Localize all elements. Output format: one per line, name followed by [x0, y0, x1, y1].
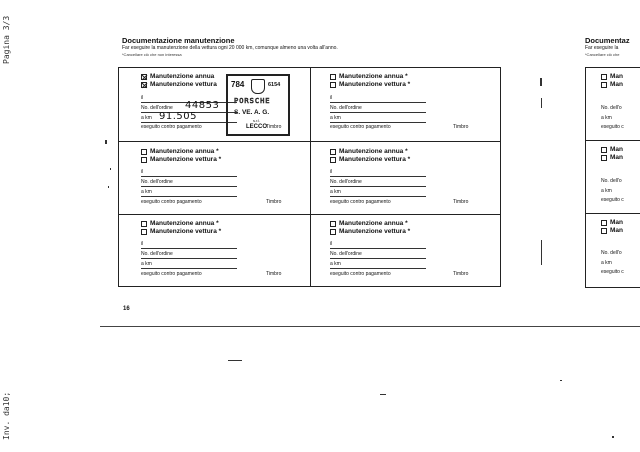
- scan-speck: [560, 380, 562, 381]
- paid-label: eseguito contro pagamento: [330, 199, 391, 205]
- vehicle-checkbox[interactable]: [330, 157, 336, 163]
- paid-label: eseguito contro pagamento: [141, 271, 202, 277]
- scan-speck: [110, 168, 111, 170]
- right-order-label: No. dell'o: [601, 105, 622, 111]
- paid-label: eseguito contro pagamento: [141, 199, 202, 205]
- scan-speck: [108, 186, 109, 188]
- maintenance-cell-4: [310, 141, 500, 214]
- right-paid-label: eseguito c: [601, 124, 624, 130]
- date-label: il: [141, 241, 144, 247]
- km-label: a km: [330, 261, 341, 267]
- stamp-number-left: 784: [231, 80, 245, 89]
- right-vehicle-label: Man: [610, 227, 623, 234]
- vehicle-checkbox-checked[interactable]: [141, 82, 147, 88]
- paid-label: eseguito contro pagamento: [141, 124, 202, 130]
- stamp-number-right: 6154: [268, 82, 281, 88]
- right-order-label: No. dell'o: [601, 178, 622, 184]
- stamp-city: LECCO: [246, 124, 267, 130]
- dealer-stamp: [226, 74, 290, 136]
- right-annual-label: Man: [610, 219, 623, 226]
- annual-label: Manutenzione annua *: [150, 148, 219, 155]
- stamp-label: Timbro: [266, 199, 282, 205]
- paid-label: eseguito contro pagamento: [330, 271, 391, 277]
- vehicle-label: Manutenzione vettura *: [339, 228, 411, 235]
- right-vehicle-checkbox[interactable]: [601, 155, 607, 161]
- right-vehicle-checkbox[interactable]: [601, 228, 607, 234]
- annual-checkbox-checked[interactable]: [141, 74, 147, 80]
- right-page-note: *Cancellare ciò che: [585, 52, 620, 57]
- vehicle-label: Manutenzione vettura *: [150, 156, 222, 163]
- stamp-label: Timbro: [453, 124, 469, 130]
- stamp-label: Timbro: [266, 271, 282, 277]
- stamp-label: Timbro: [453, 271, 469, 277]
- page-number: 16: [123, 306, 130, 312]
- page-title: Documentazione manutenzione: [122, 36, 235, 45]
- paid-label: eseguito contro pagamento: [330, 124, 391, 130]
- annual-label: Manutenzione annua *: [339, 220, 408, 227]
- annual-label: Manutenzione annua: [150, 73, 215, 80]
- scan-speck: [380, 394, 386, 395]
- scan-speck: [540, 78, 542, 86]
- right-partial-page: [585, 35, 640, 288]
- km-label: a km: [330, 189, 341, 195]
- right-vehicle-checkbox[interactable]: [601, 82, 607, 88]
- order-label: No. dell'ordine: [141, 105, 173, 111]
- annual-checkbox[interactable]: [141, 149, 147, 155]
- stamp-label: Timbro: [266, 124, 282, 130]
- order-label: No. dell'ordine: [141, 179, 173, 185]
- vehicle-label: Manutenzione vettura *: [150, 228, 222, 235]
- date-label: il: [330, 169, 333, 175]
- maintenance-form-grid: [118, 67, 501, 287]
- right-annual-checkbox[interactable]: [601, 220, 607, 226]
- stamp-brand: PORSCHE: [234, 97, 271, 105]
- maintenance-cell-2: [310, 68, 500, 141]
- annual-label: Manutenzione annua *: [339, 148, 408, 155]
- scan-speck: [541, 240, 542, 265]
- km-label: a km: [141, 189, 152, 195]
- page-side-label: Pagina 3/3: [2, 15, 11, 64]
- order-label: No. dell'ordine: [141, 251, 173, 257]
- stamp-company: S. VE. A. G.: [234, 109, 270, 116]
- km-label: a km: [330, 115, 341, 121]
- annual-label: Manutenzione annua *: [150, 220, 219, 227]
- order-label: No. dell'ordine: [330, 105, 362, 111]
- annual-checkbox[interactable]: [330, 149, 336, 155]
- maintenance-cell-3: [119, 141, 310, 214]
- scan-speck: [541, 98, 542, 108]
- right-order-label: No. dell'o: [601, 250, 622, 256]
- vehicle-checkbox[interactable]: [330, 229, 336, 235]
- right-km-label: a km: [601, 260, 612, 266]
- order-label: No. dell'ordine: [330, 251, 362, 257]
- vehicle-label: Manutenzione vettura: [150, 81, 217, 88]
- right-annual-label: Man: [610, 146, 623, 153]
- annual-checkbox[interactable]: [330, 74, 336, 80]
- km-handwritten: 91.505: [159, 111, 197, 122]
- order-label: No. dell'ordine: [330, 179, 362, 185]
- date-label: il: [141, 169, 144, 175]
- date-label: il: [330, 241, 333, 247]
- maintenance-cell-6: [310, 214, 500, 286]
- scan-speck: [228, 360, 242, 361]
- vehicle-label: Manutenzione vettura *: [339, 81, 411, 88]
- vehicle-checkbox[interactable]: [330, 82, 336, 88]
- scan-line: [100, 326, 640, 327]
- maintenance-cell-5: [119, 214, 310, 286]
- right-km-label: a km: [601, 188, 612, 194]
- order-number-handwritten: 44853: [185, 100, 220, 111]
- right-page-title: Documentaz: [585, 36, 630, 45]
- inventory-side-label: Inv. da10;: [2, 391, 11, 440]
- date-label: il: [141, 95, 144, 101]
- vehicle-checkbox[interactable]: [141, 229, 147, 235]
- annual-checkbox[interactable]: [330, 221, 336, 227]
- scan-speck: [612, 436, 614, 438]
- stamp-label: Timbro: [453, 199, 469, 205]
- crest-icon: [251, 79, 265, 94]
- page-subtitle: Far eseguire la manutenzione della vettura ogni 20 000 km, comunque almeno una volta all'anno.: [122, 45, 338, 51]
- right-vehicle-label: Man: [610, 154, 623, 161]
- km-label: a km: [141, 115, 152, 121]
- right-paid-label: eseguito c: [601, 197, 624, 203]
- vehicle-checkbox[interactable]: [141, 157, 147, 163]
- right-vehicle-label: Man: [610, 81, 623, 88]
- right-page-subtitle: Far eseguire la: [585, 45, 619, 51]
- right-paid-label: eseguito c: [601, 269, 624, 275]
- annual-checkbox[interactable]: [141, 221, 147, 227]
- date-label: il: [330, 95, 333, 101]
- right-km-label: a km: [601, 115, 612, 121]
- km-label: a km: [141, 261, 152, 267]
- vehicle-label: Manutenzione vettura *: [339, 156, 411, 163]
- scan-speck: [105, 140, 107, 144]
- page-note: *Cancellare ciò che non interessa: [122, 52, 182, 57]
- right-annual-checkbox[interactable]: [601, 74, 607, 80]
- stamp-sub: s.r.l.: [253, 118, 261, 123]
- right-annual-label: Man: [610, 73, 623, 80]
- right-annual-checkbox[interactable]: [601, 147, 607, 153]
- annual-label: Manutenzione annua *: [339, 73, 408, 80]
